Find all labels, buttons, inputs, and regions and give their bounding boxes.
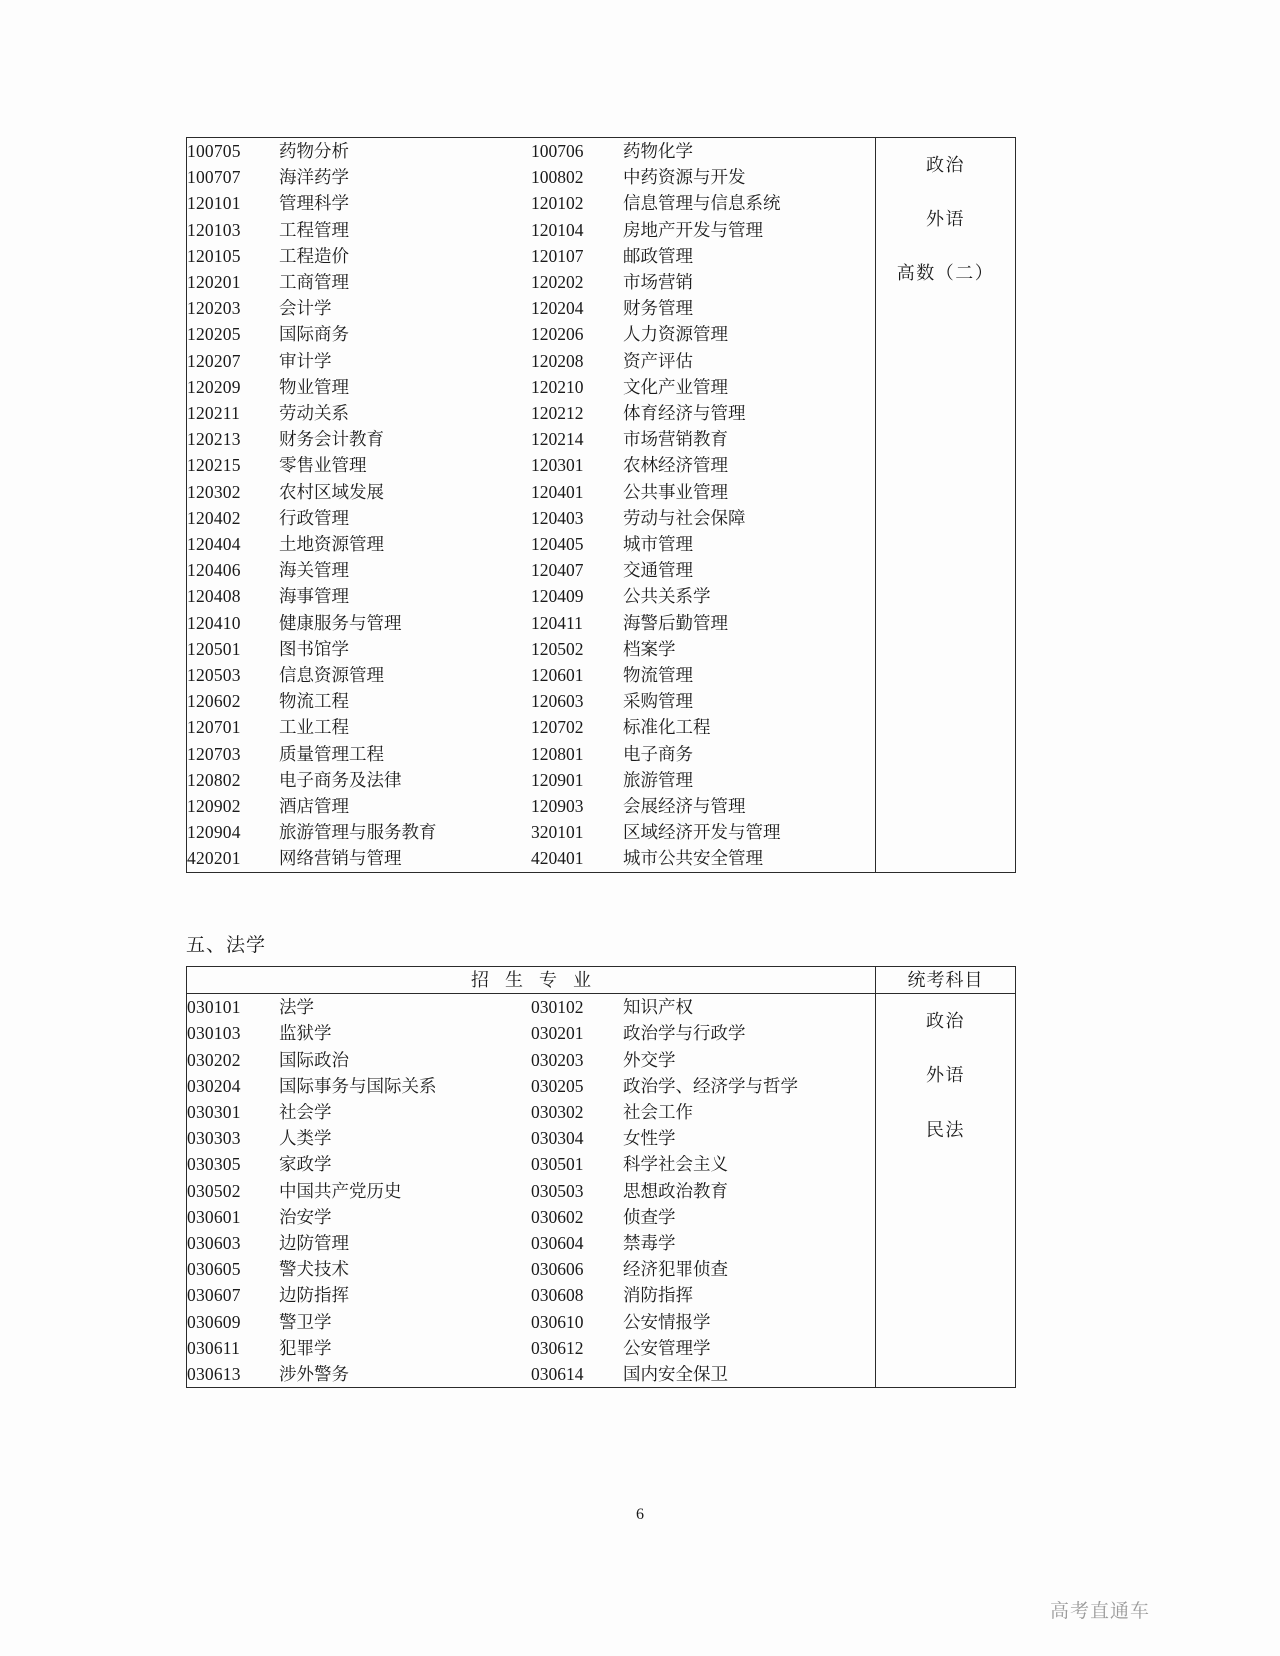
major-name-left: 网络营销与管理 [279, 848, 402, 869]
major-name-right: 市场营销 [623, 272, 693, 293]
major-name-left: 审计学 [279, 350, 332, 371]
major-row [187, 636, 875, 662]
major-name-right: 采购管理 [623, 691, 693, 712]
major-name-left: 人类学 [279, 1128, 332, 1149]
major-code-left: 120302 [187, 481, 241, 502]
major-name-left: 管理科学 [279, 193, 349, 214]
major-name-right: 海警后勤管理 [623, 612, 728, 633]
major-name-left: 涉外警务 [279, 1364, 349, 1385]
major-row [187, 688, 875, 714]
column-header-majors [187, 967, 876, 994]
major-code-right: 120212 [531, 403, 584, 424]
exam-subject: 外语 [926, 209, 965, 230]
major-code-left: 100705 [187, 141, 241, 161]
major-row [187, 374, 875, 400]
major-row [187, 819, 875, 845]
major-row [187, 1151, 875, 1177]
major-code-right: 120411 [531, 612, 583, 633]
section-heading-law: 五、法学 [186, 935, 267, 956]
major-row [187, 269, 875, 295]
major-row [187, 138, 875, 164]
major-name-left: 健康服务与管理 [279, 612, 402, 633]
major-name-right: 交通管理 [623, 560, 693, 581]
major-code-right: 120214 [531, 429, 584, 450]
major-code-left: 100707 [187, 167, 241, 188]
major-name-right: 资产评估 [623, 350, 693, 371]
major-name-left: 边防指挥 [279, 1285, 349, 1306]
major-row [187, 1361, 875, 1387]
major-row [187, 400, 875, 426]
major-code-right: 120208 [531, 350, 584, 371]
major-code-right: 030102 [531, 997, 584, 1018]
major-code-right: 030614 [531, 1364, 584, 1385]
major-row [187, 610, 875, 636]
major-row [187, 452, 875, 478]
major-code-left: 030607 [187, 1285, 241, 1306]
major-row [187, 243, 875, 269]
major-name-left: 治安学 [279, 1206, 332, 1227]
major-name-right: 外交学 [623, 1049, 676, 1070]
exam-subject: 高数（二） [896, 263, 995, 284]
major-name-right: 人力资源管理 [623, 324, 728, 345]
major-row [187, 217, 875, 243]
major-row [187, 583, 875, 609]
major-row [187, 1309, 875, 1335]
table-row [187, 138, 1016, 873]
major-name-right: 信息管理与信息系统 [623, 193, 781, 214]
major-name-left: 行政管理 [279, 507, 349, 528]
major-row [187, 348, 875, 374]
major-name-left: 土地资源管理 [279, 534, 384, 555]
major-code-right: 120405 [531, 534, 584, 555]
majors-list [187, 138, 875, 872]
major-code-right: 120409 [531, 586, 584, 607]
major-name-right: 公安管理学 [623, 1337, 711, 1358]
major-name-right: 城市管理 [623, 534, 693, 555]
major-row [187, 662, 875, 688]
major-code-left: 120209 [187, 376, 241, 397]
management-majors-table [186, 137, 1016, 873]
major-name-right: 文化产业管理 [623, 376, 728, 397]
major-name-right: 财务管理 [623, 298, 693, 319]
major-code-left: 120201 [187, 272, 241, 293]
major-row [187, 531, 875, 557]
exam-subjects-cell [876, 138, 1016, 873]
major-name-left: 监狱学 [279, 1023, 332, 1044]
major-code-right: 120301 [531, 455, 584, 476]
major-code-right: 120204 [531, 298, 584, 319]
major-name-left: 酒店管理 [279, 796, 349, 817]
major-code-left: 120503 [187, 665, 241, 686]
major-code-right: 120801 [531, 743, 584, 764]
major-code-right: 120202 [531, 272, 584, 293]
major-code-left: 120215 [187, 455, 241, 476]
major-name-left: 海洋药学 [279, 167, 349, 188]
exam-subject: 政治 [926, 155, 965, 175]
major-name-left: 会计学 [279, 298, 332, 319]
major-name-right: 侦查学 [623, 1206, 676, 1227]
major-name-right: 公共事业管理 [623, 481, 728, 502]
major-code-left: 030303 [187, 1128, 241, 1149]
major-code-left: 120410 [187, 612, 241, 633]
major-code-right: 120104 [531, 219, 584, 240]
major-row [187, 845, 875, 871]
major-name-right: 会展经济与管理 [623, 796, 746, 817]
major-name-left: 零售业管理 [279, 455, 367, 476]
major-name-left: 旅游管理与服务教育 [279, 822, 437, 843]
major-name-left: 中国共产党历史 [279, 1180, 402, 1201]
major-code-left: 120404 [187, 534, 241, 555]
major-code-left: 120501 [187, 638, 241, 659]
major-code-right: 030608 [531, 1285, 584, 1306]
major-name-left: 警犬技术 [279, 1259, 349, 1280]
major-name-right: 房地产开发与管理 [623, 219, 763, 240]
major-row [187, 1335, 875, 1361]
major-code-right: 030203 [531, 1049, 584, 1070]
major-name-right: 体育经济与管理 [623, 403, 746, 424]
major-name-left: 信息资源管理 [279, 665, 384, 686]
major-code-right: 030304 [531, 1128, 584, 1149]
major-code-right: 320101 [531, 822, 584, 843]
major-code-left: 120211 [187, 403, 241, 424]
major-name-right: 区域经济开发与管理 [623, 822, 781, 843]
major-name-right: 标准化工程 [623, 717, 711, 738]
table-header-row [187, 967, 1016, 994]
major-row [187, 1204, 875, 1230]
major-name-left: 法学 [279, 997, 314, 1018]
major-code-left: 030601 [187, 1206, 241, 1227]
major-code-right: 030604 [531, 1233, 584, 1254]
majors-cell [187, 994, 876, 1388]
major-code-left: 120207 [187, 350, 241, 371]
major-name-left: 海事管理 [279, 586, 349, 607]
major-code-right: 120210 [531, 376, 584, 397]
majors-cell [187, 138, 876, 873]
major-code-left: 030103 [187, 1023, 241, 1044]
major-code-left: 120105 [187, 245, 241, 266]
major-row [187, 1125, 875, 1151]
major-row [187, 1256, 875, 1282]
major-name-right: 知识产权 [623, 997, 693, 1018]
major-name-left: 国际商务 [279, 324, 349, 345]
major-row [187, 321, 875, 347]
major-name-right: 邮政管理 [623, 245, 693, 266]
major-code-left: 120902 [187, 796, 241, 817]
watermark-logo: 高考直通车 [1050, 1601, 1151, 1622]
major-name-right: 旅游管理 [623, 769, 693, 790]
majors-list [187, 994, 875, 1387]
law-majors-table [186, 966, 1016, 1388]
major-name-left: 警卫学 [279, 1311, 332, 1332]
major-code-right: 030201 [531, 1023, 584, 1044]
major-name-left: 家政学 [279, 1154, 332, 1175]
major-name-right: 城市公共安全管理 [623, 848, 763, 869]
major-name-left: 犯罪学 [279, 1337, 332, 1358]
major-code-right: 030501 [531, 1154, 584, 1175]
major-code-left: 120103 [187, 219, 241, 240]
major-code-right: 030503 [531, 1180, 584, 1201]
major-name-left: 图书馆学 [279, 638, 349, 659]
major-name-left: 边防管理 [279, 1233, 349, 1254]
major-code-left: 120602 [187, 691, 241, 712]
major-name-right: 电子商务 [623, 743, 693, 764]
major-code-left: 120703 [187, 743, 241, 764]
major-code-left: 420201 [187, 848, 241, 869]
major-row [187, 767, 875, 793]
major-row [187, 1020, 875, 1046]
major-row [187, 1230, 875, 1256]
major-row [187, 741, 875, 767]
major-row [187, 426, 875, 452]
exam-subject: 民法 [926, 1119, 965, 1140]
major-code-right: 030205 [531, 1075, 584, 1096]
major-code-right: 030302 [531, 1102, 584, 1123]
major-name-left: 海关管理 [279, 560, 349, 581]
page-number: 6 [636, 1506, 644, 1523]
major-code-right: 120403 [531, 507, 584, 528]
column-header-exam-subject: 统考科目 [876, 967, 1016, 994]
major-row [187, 164, 875, 190]
major-name-right: 思想政治教育 [623, 1180, 728, 1201]
major-name-left: 电子商务及法律 [279, 769, 402, 790]
major-name-right: 劳动与社会保障 [623, 507, 746, 528]
major-row [187, 1047, 875, 1073]
major-name-left: 工程造价 [279, 245, 349, 266]
major-name-left: 国际政治 [279, 1049, 349, 1070]
major-name-right: 物流管理 [623, 665, 693, 686]
major-row [187, 295, 875, 321]
major-row [187, 557, 875, 583]
major-name-left: 社会学 [279, 1102, 332, 1123]
major-code-right: 030602 [531, 1206, 584, 1227]
major-name-right: 经济犯罪侦查 [623, 1259, 728, 1280]
major-code-right: 420401 [531, 848, 584, 869]
major-row [187, 994, 875, 1020]
major-code-left: 120213 [187, 429, 241, 450]
major-code-right: 120702 [531, 717, 584, 738]
major-code-left: 120205 [187, 324, 241, 345]
major-code-left: 030605 [187, 1259, 241, 1280]
major-row [187, 1073, 875, 1099]
exam-subjects-cell [876, 994, 1016, 1388]
major-name-right: 公安情报学 [623, 1311, 711, 1332]
major-code-right: 100706 [531, 141, 584, 161]
major-code-right: 030612 [531, 1337, 584, 1358]
major-code-right: 120903 [531, 796, 584, 817]
major-name-right: 市场营销教育 [623, 429, 728, 450]
major-code-left: 120203 [187, 298, 241, 319]
major-name-right: 政治学与行政学 [623, 1023, 746, 1044]
major-name-left: 工程管理 [279, 219, 349, 240]
major-name-left: 劳动关系 [279, 403, 349, 424]
major-name-left: 物流工程 [279, 691, 349, 712]
major-code-left: 030603 [187, 1233, 241, 1254]
major-code-left: 030301 [187, 1102, 241, 1123]
exam-subject: 外语 [926, 1065, 965, 1086]
major-code-left: 120101 [187, 193, 241, 214]
major-row [187, 714, 875, 740]
major-code-left: 030502 [187, 1180, 241, 1201]
major-code-right: 120206 [531, 324, 584, 345]
major-code-right: 120502 [531, 638, 584, 659]
major-code-left: 030613 [187, 1364, 241, 1385]
major-code-left: 030609 [187, 1311, 241, 1332]
major-name-right: 农林经济管理 [623, 455, 728, 476]
major-row [187, 1178, 875, 1204]
major-code-left: 030101 [187, 997, 241, 1018]
major-name-right: 档案学 [623, 638, 676, 659]
major-code-left: 120408 [187, 586, 241, 607]
major-name-left: 国际事务与国际关系 [279, 1075, 437, 1096]
table-row [187, 994, 1016, 1388]
major-code-left: 120802 [187, 769, 241, 790]
major-code-left: 030305 [187, 1154, 241, 1175]
major-name-right: 中药资源与开发 [623, 167, 746, 188]
major-code-left: 030202 [187, 1049, 241, 1070]
major-name-right: 女性学 [623, 1128, 676, 1149]
major-name-right: 国内安全保卫 [623, 1364, 728, 1385]
exam-subject-list [876, 138, 1015, 301]
major-code-right: 120901 [531, 769, 584, 790]
major-code-left: 120904 [187, 822, 241, 843]
major-name-right: 禁毒学 [623, 1233, 676, 1254]
major-code-right: 120107 [531, 245, 584, 266]
major-name-left: 药物分析 [279, 141, 349, 161]
major-row [187, 1282, 875, 1308]
exam-subject-list [876, 994, 1015, 1157]
major-row [187, 793, 875, 819]
major-name-right: 科学社会主义 [623, 1154, 728, 1175]
major-row [187, 1099, 875, 1125]
major-code-right: 030610 [531, 1311, 584, 1332]
major-row [187, 190, 875, 216]
major-name-left: 物业管理 [279, 376, 349, 397]
major-name-left: 财务会计教育 [279, 429, 384, 450]
major-code-right: 120401 [531, 481, 584, 502]
major-name-left: 工商管理 [279, 272, 349, 293]
major-code-right: 030606 [531, 1259, 584, 1280]
exam-subject: 政治 [926, 1011, 965, 1032]
major-code-left: 030611 [187, 1337, 241, 1358]
major-code-right: 120102 [531, 193, 584, 214]
major-code-left: 120402 [187, 507, 241, 528]
major-name-right: 药物化学 [623, 141, 693, 161]
major-code-left: 120701 [187, 717, 241, 738]
major-code-left: 030204 [187, 1075, 241, 1096]
major-name-left: 质量管理工程 [279, 743, 384, 764]
major-row [187, 505, 875, 531]
major-row [187, 479, 875, 505]
major-code-right: 100802 [531, 167, 584, 188]
major-name-left: 农村区域发展 [279, 481, 384, 502]
major-name-right: 社会工作 [623, 1102, 693, 1123]
major-name-right: 消防指挥 [623, 1285, 693, 1306]
major-name-left: 工业工程 [279, 717, 349, 738]
major-code-right: 120407 [531, 560, 584, 581]
column-header-majors-label: 招生专业 [471, 970, 607, 990]
major-name-right: 政治学、经济学与哲学 [623, 1075, 798, 1096]
major-code-right: 120601 [531, 665, 584, 686]
major-name-right: 公共关系学 [623, 586, 711, 607]
major-code-right: 120603 [531, 691, 584, 712]
major-code-left: 120406 [187, 560, 241, 581]
